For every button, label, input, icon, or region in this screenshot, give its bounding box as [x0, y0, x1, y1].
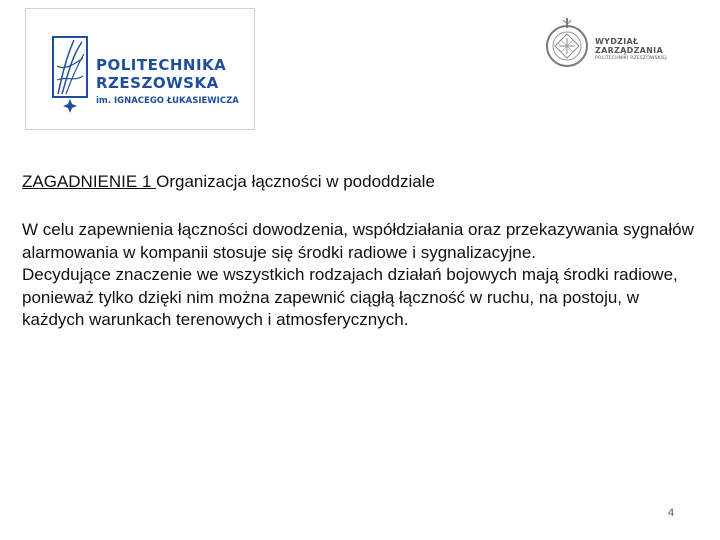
wydzial-emblem-icon	[544, 16, 590, 70]
section-title: Organizacja łączności w pododdziale	[156, 172, 435, 191]
politechnika-emblem-icon	[52, 36, 88, 114]
paragraph-2: Decydujące znaczenie we wszystkich rodzajach działań bojowych mają środki radiowe, ponieważ tylko dzięki nim można zapewnić ciągłą łączność w ruchu, na postoju, w każdych warunkach terenowych i atmosferycznych.	[22, 265, 678, 329]
section-heading	[22, 171, 702, 193]
page-number: 4	[668, 507, 675, 519]
politechnika-logo	[25, 8, 255, 130]
politechnika-name-line1: POLITECHNIKA	[96, 56, 227, 74]
wydzial-name-line2: ZARZĄDZANIA	[595, 46, 663, 55]
wydzial-zarzadzania-logo	[544, 16, 684, 70]
wydzial-name-line1: WYDZIAŁ	[595, 37, 639, 46]
politechnika-name-line3: im. IGNACEGO ŁUKASIEWICZA	[96, 96, 239, 106]
wydzial-name	[595, 37, 667, 62]
politechnika-name	[96, 56, 239, 108]
section-label: ZAGADNIENIE 1	[22, 172, 157, 191]
paragraph-1: W celu zapewnienia łączności dowodzenia, współdziałania oraz przekazywania sygnałów alarmowania w kompanii stosuje się środki radiowe i sygnalizacyjne.	[22, 220, 694, 262]
wydzial-name-line3: POLITECHNIKI RZESZOWSKIEJ	[595, 56, 667, 61]
body-text	[22, 219, 706, 332]
politechnika-name-line2: RZESZOWSKA	[96, 74, 219, 92]
